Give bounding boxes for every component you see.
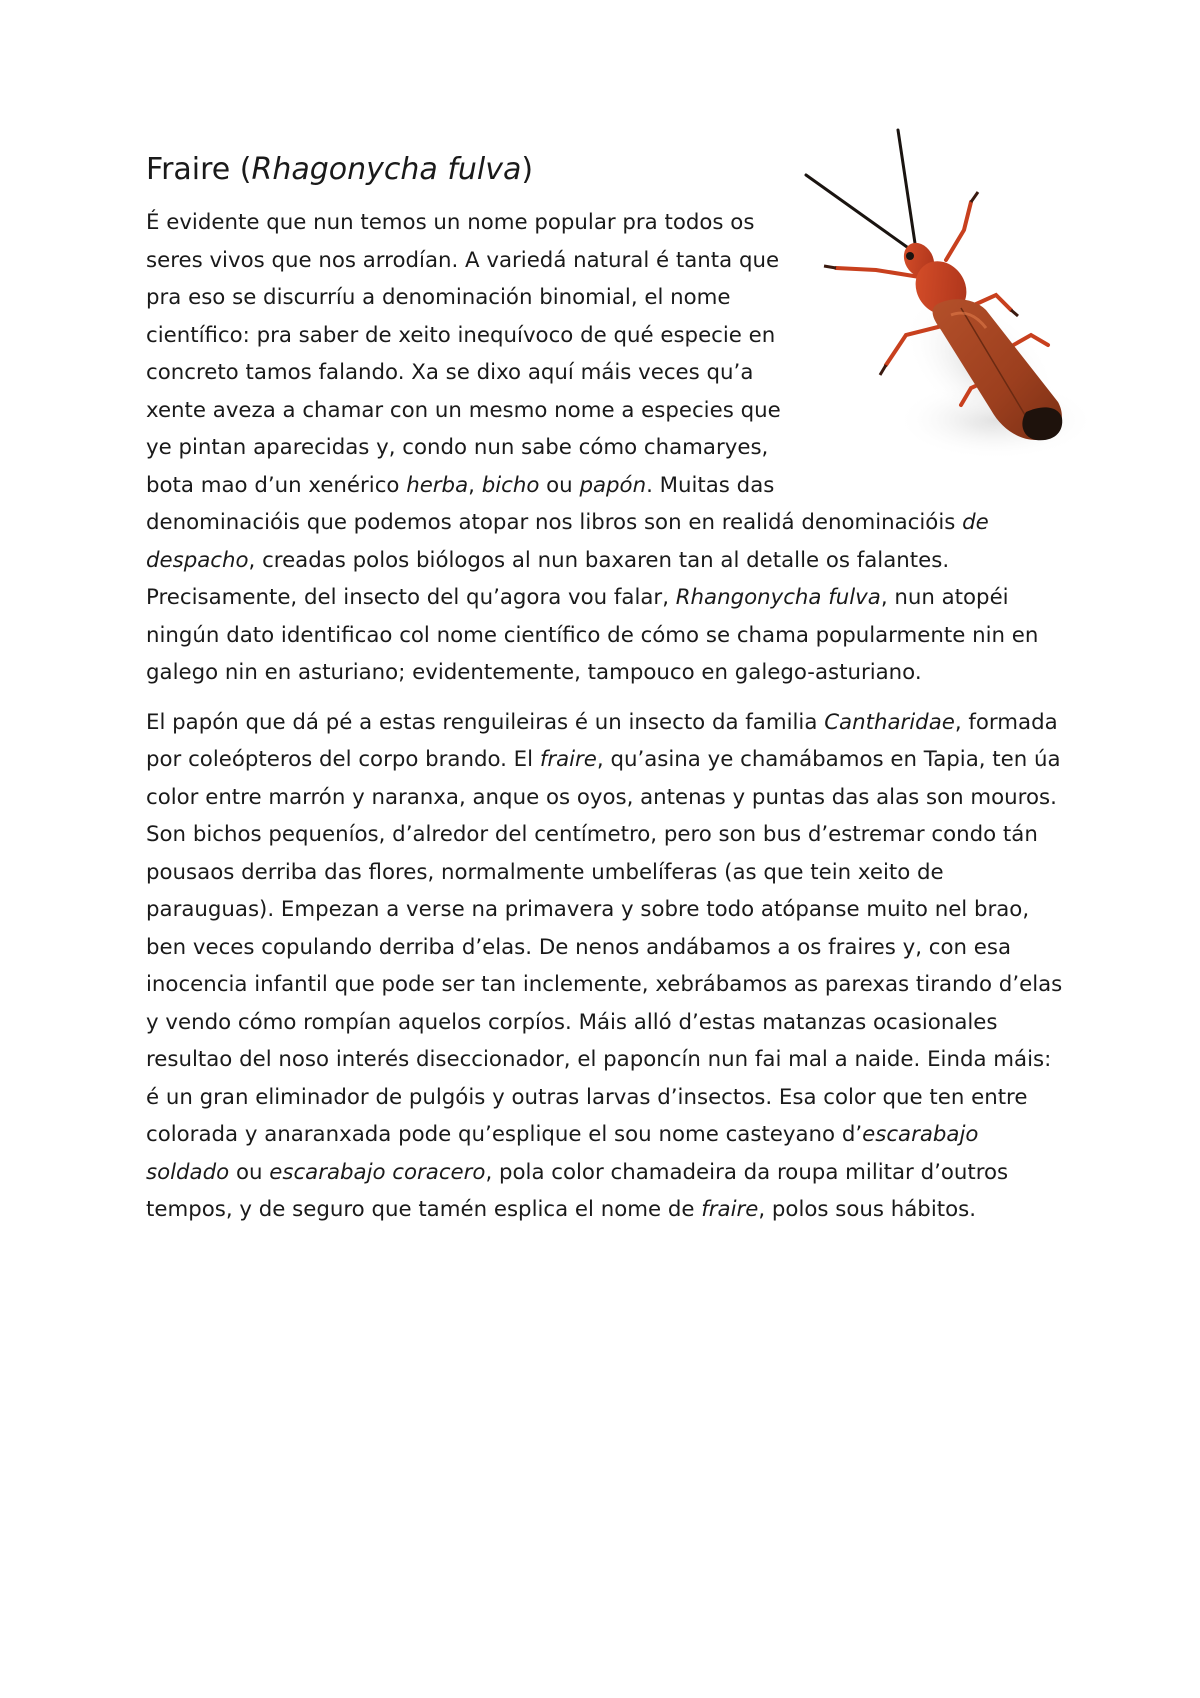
beetle-image	[796, 120, 1106, 470]
document-content	[146, 150, 1066, 1241]
paragraph-intro: É evidente que nun temos un nome popular pra todos os seres vivos que nos arrodían. A variedá natural é tanta que pra eso se discurríu a denominación binomial, el nome científico: pra saber de xeito inequívoco de qué especie en concreto tamos falando. Xa se dixo aquí máis veces qu’a xente aveza a chamar con un mesmo nome a especies que ye pintan aparecidas y, condo nun sabe cómo chamaryes, bota mao d’un xenérico herba, bicho ou papón. Muitas das denominacióis que podemos atopar nos libros son en realidá denominacióis de despacho, creadas polos biólogos al nun baxaren tan al detalle os falantes. Precisamente, del insecto del qu’agora vou falar, Rhangonycha fulva, nun atopéi ningún dato identificao col nome científico de cómo se chama popularmente nin en galego nin en asturiano; evidentemente, tampouco en galego-asturiano.	[146, 210, 1039, 685]
page-title: Fraire (Rhagonycha fulva)	[146, 152, 534, 187]
paragraph-description: El papón que dá pé a estas renguileiras é un insecto da familia Cantharidae, formada por coleópteros del corpo brando. El fraire, qu’asina ye chamábamos en Tapia, ten úa color entre marrón y naranxa, anque os oyos, antenas y puntas das alas son mouros. Son bichos pequeníos, d’alredor del centímetro, pero son bus d’estremar condo tán pousaos derriba das flores, normalmente umbelíferas (as que tein xeito de parauguas). Empezan a verse na primavera y sobre todo atópanse muito nel brao, ben veces copulando derriba d’elas. De nenos andábamos a os fraires y, con esa inocencia infantil que pode ser tan inclemente, xebrábamos as parexas tirando d’elas y vendo cómo rompían aquelos corpíos. Máis alló d’estas matanzas ocasionales resultao del noso interés diseccionador, el paponcín nun fai mal a naide. Einda máis: é un gran eliminador de pulgóis y outras larvas d’insectos. Esa color que ten entre colorada y anaranxada pode qu’esplique el sou nome casteyano d’escarabajo soldado ou escarabajo coracero, pola color chamadeira da roupa militar d’outros tempos, y de seguro que tamén esplica el nome de fraire, polos sous hábitos.	[146, 709, 1063, 1222]
beetle-photo-icon	[796, 120, 1106, 470]
title-scientific-name: Rhagonycha fulva	[251, 152, 522, 187]
